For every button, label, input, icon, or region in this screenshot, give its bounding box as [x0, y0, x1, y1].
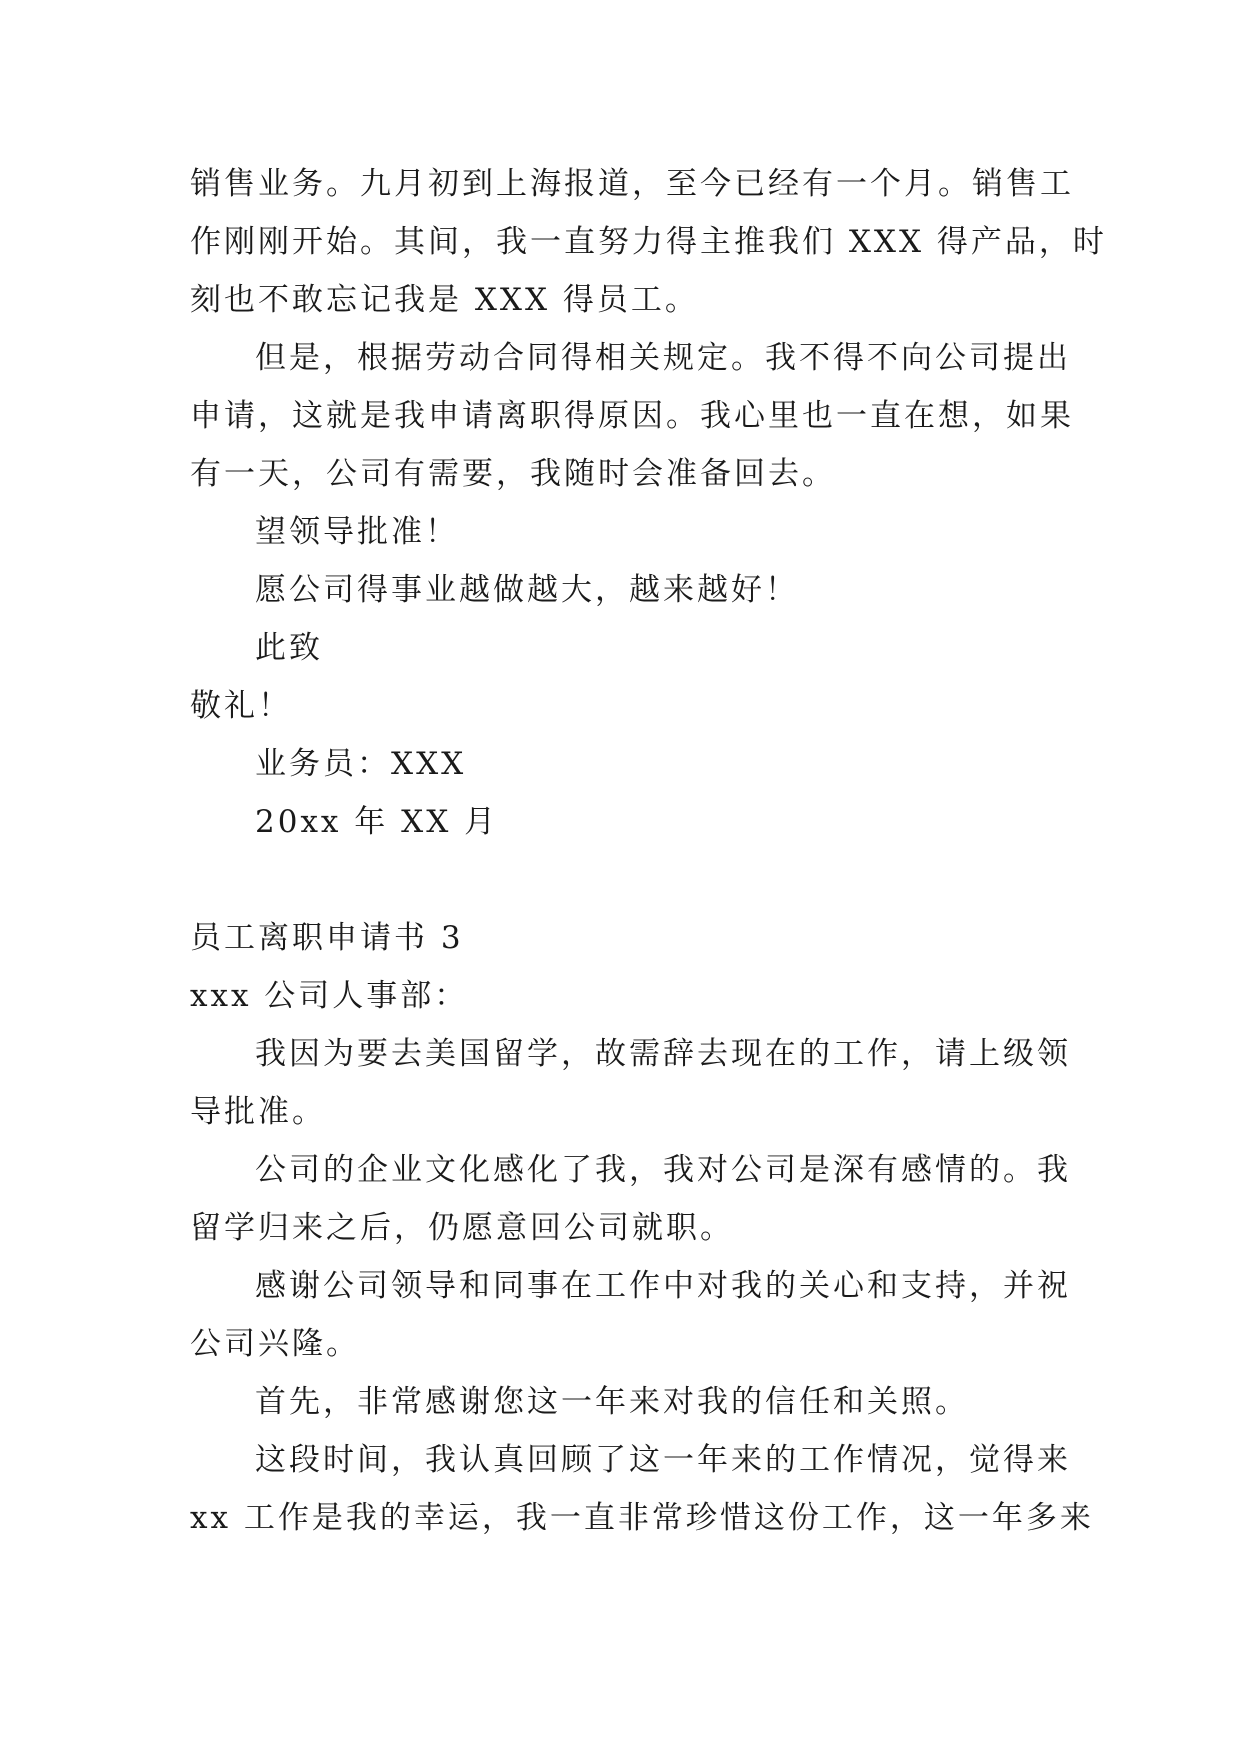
paragraph-line: 公司兴隆。 — [190, 1326, 360, 1362]
paragraph-line: 首先，非常感谢您这一年来对我的信任和关照。 — [255, 1384, 969, 1420]
paragraph-line: 导批准。 — [190, 1094, 326, 1130]
closing-salute: 敬礼！ — [190, 688, 292, 724]
paragraph-line: 留学归来之后，仍愿意回公司就职。 — [190, 1210, 734, 1246]
paragraph-line: 感谢公司领导和同事在工作中对我的关心和支持，并祝 — [255, 1268, 1071, 1304]
paragraph-line: 申请，这就是我申请离职得原因。我心里也一直在想，如果 — [190, 398, 1074, 434]
signature-line: 业务员：XXX — [255, 746, 467, 782]
paragraph-line: 这段时间，我认真回顾了这一年来的工作情况，觉得来 — [255, 1442, 1071, 1478]
paragraph-line: 销售业务。九月初到上海报道，至今已经有一个月。销售工 — [190, 166, 1074, 202]
paragraph-line: 我因为要去美国留学，故需辞去现在的工作，请上级领 — [255, 1036, 1071, 1072]
paragraph-line: 愿公司得事业越做越大，越来越好！ — [255, 572, 799, 608]
date-line: 20xx 年 XX 月 — [255, 804, 499, 840]
paragraph-line: 公司的企业文化感化了我，我对公司是深有感情的。我 — [255, 1152, 1071, 1188]
paragraph-line: 有一天，公司有需要，我随时会准备回去。 — [190, 456, 836, 492]
paragraph-line: 但是，根据劳动合同得相关规定。我不得不向公司提出 — [255, 340, 1071, 376]
paragraph-line: 望领导批准！ — [255, 514, 459, 550]
paragraph-line: xx 工作是我的幸运，我一直非常珍惜这份工作，这一年多来 — [190, 1500, 1094, 1536]
salutation: xxx 公司人事部： — [190, 978, 469, 1014]
paragraph-line: 刻也不敢忘记我是 XXX 得员工。 — [190, 282, 699, 318]
paragraph-line: 作刚刚开始。其间，我一直努力得主推我们 XXX 得产品，时 — [190, 224, 1107, 260]
section-title: 员工离职申请书 3 — [190, 920, 464, 956]
closing-line: 此致 — [255, 630, 323, 666]
